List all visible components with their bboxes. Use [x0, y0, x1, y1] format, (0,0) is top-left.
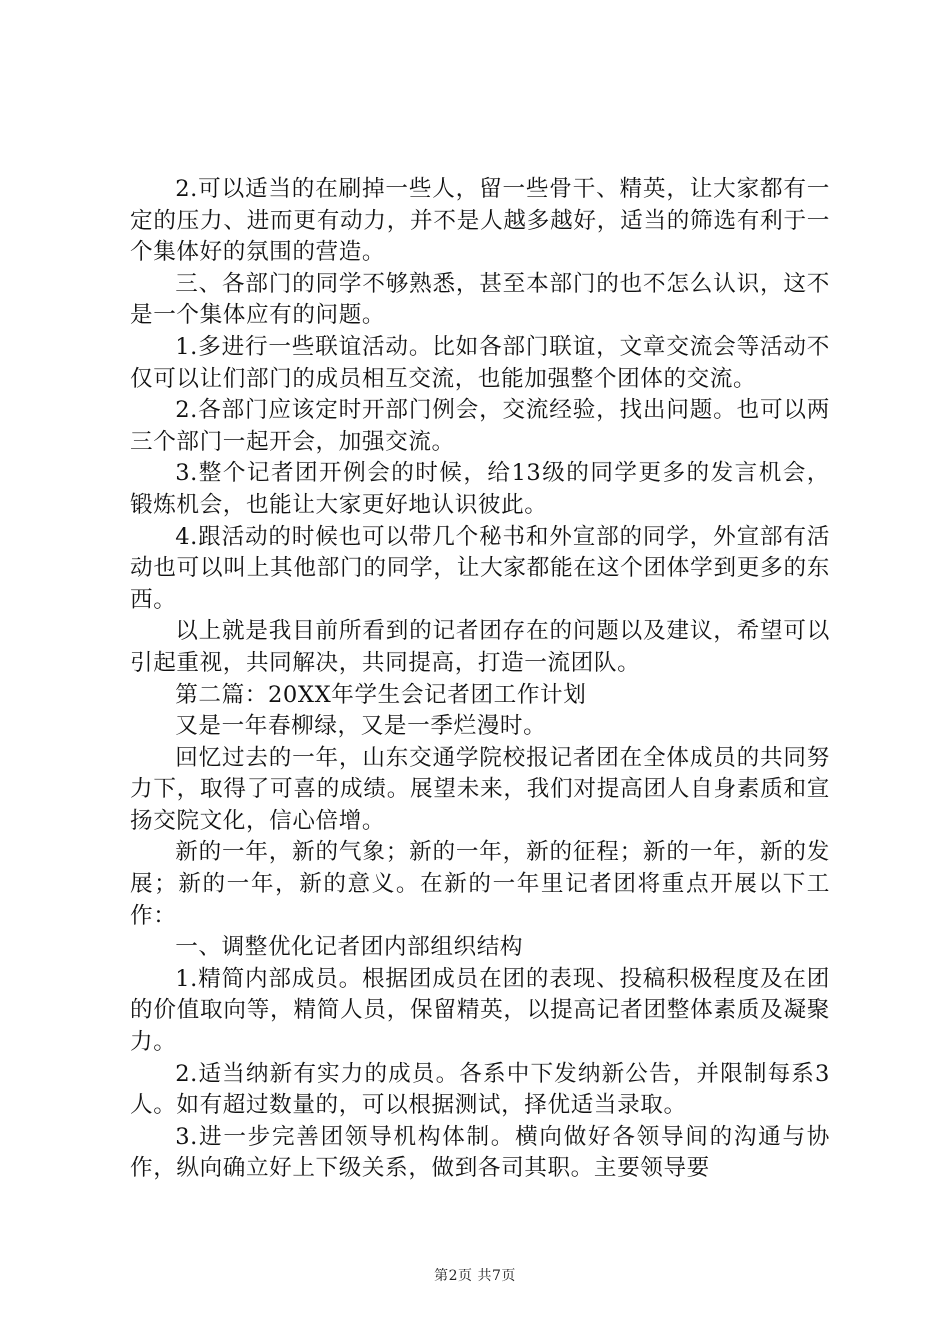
- subsection-heading: 一、调整优化记者团内部组织结构: [175, 934, 524, 961]
- page-number-footer: 第2页 共7页: [434, 1268, 516, 1284]
- paragraph: 1.精简内部成员。根据团成员在团的表现、投稿积极程度及在团的价值取向等，精简人员，保留精英，以提高记者团整体素质及凝聚力。: [130, 965, 830, 1056]
- paragraph: 2.适当纳新有实力的成员。各系中下发纳新公告，并限制每系3人。如有超过数量的，可以根据测试，择优适当录取。: [130, 1060, 830, 1119]
- paragraph: 以上就是我目前所看到的记者团存在的问题以及建议，希望可以引起重视，共同解决，共同提高，打造一流团队。: [130, 618, 830, 676]
- paragraph: 新的一年，新的气象；新的一年，新的征程；新的一年，新的发展；新的一年，新的意义。在新的一年里记者团将重点开展以下工作：: [130, 839, 830, 929]
- paragraph: 2.可以适当的在刷掉一些人，留一些骨干、精英，让大家都有一定的压力、进而更有动力，并不是人越多越好，适当的筛选有利于一个集体好的氛围的营造。: [130, 176, 830, 266]
- paragraph: 2.各部门应该定时开部门例会，交流经验，找出问题。也可以两三个部门一起开会，加强交流。: [130, 397, 830, 455]
- paragraph: 1.多进行一些联谊活动。比如各部门联谊，文章交流会等活动不仅可以让们部门的成员相互交流，也能加强整个团体的交流。: [130, 333, 830, 392]
- paragraph: 3.进一步完善团领导机构体制。横向做好各领导间的沟通与协作，纵向确立好上下级关系，做到各司其职。主要领导要: [130, 1123, 830, 1182]
- paragraph: 回忆过去的一年，山东交通学院校报记者团在全体成员的共同努力下，取得了可喜的成绩。展望未来，我们对提高团人自身素质和宣扬交院文化，信心倍增。: [130, 744, 830, 834]
- paragraph: 三、各部门的同学不够熟悉，甚至本部门的也不怎么认识，这不是一个集体应有的问题。: [130, 270, 830, 329]
- paragraph: 3.整个记者团开例会的时候，给13级的同学更多的发言机会，锻炼机会，也能让大家更好地认识彼此。: [130, 460, 830, 518]
- paragraph: 4.跟活动的时候也可以带几个秘书和外宣部的同学，外宣部有活动也可以叫上其他部门的同学，让大家都能在这个团体学到更多的东西。: [130, 523, 830, 613]
- document-body: [130, 174, 830, 1185]
- section-heading: 第二篇：20XX年学生会记者团工作计划: [175, 681, 587, 708]
- paragraph: 又是一年春柳绿，又是一季烂漫时。: [175, 713, 547, 740]
